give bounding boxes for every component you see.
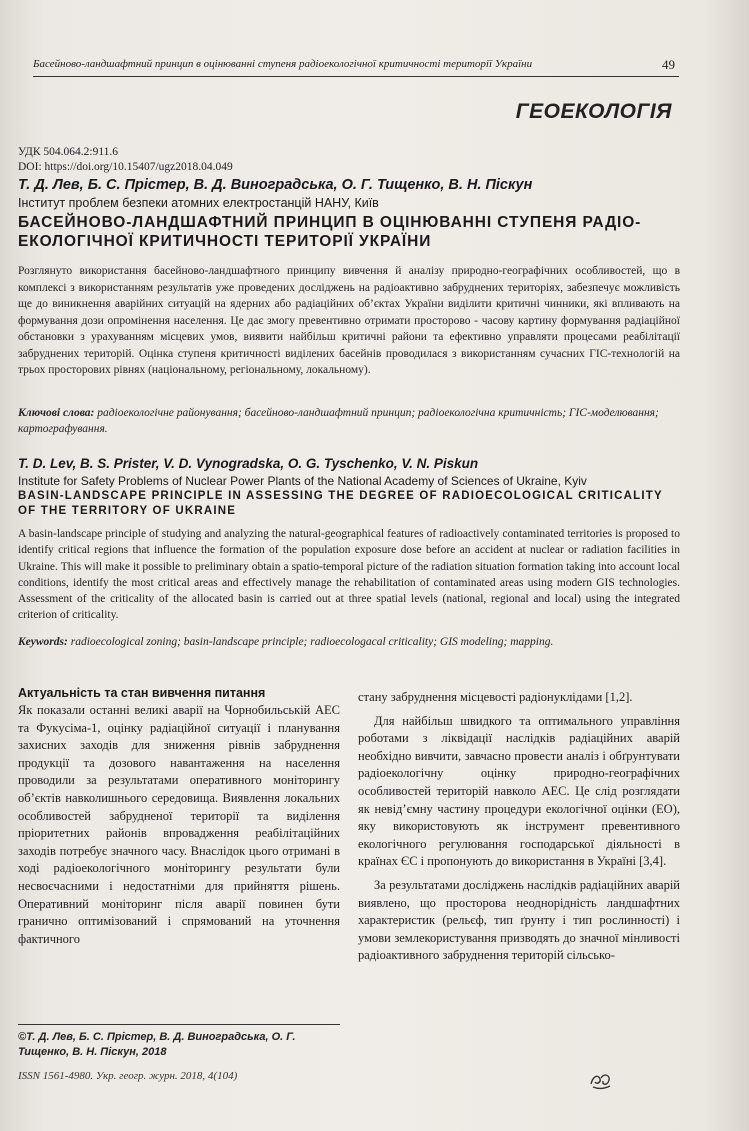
keywords-text-en: radioecological zoning; basin-landscape principle; radioecologacal criticality; GIS modeling; mapping. <box>70 636 554 648</box>
issn-footer: ISSN 1561-4980. Укр. геогр. журн. 2018, 4(104) <box>18 1070 238 1082</box>
abstract-en: A basin-landscape principle of studying and analyzing the natural-geographical features of radioactively contaminated territories is proposed to identify critical regions that influence the formation of the population exposure dose before an accident at nuclear or radiation facilities in Ukraine. This will make it possible to preliminary obtain a spatio-temporal picture of the radiation situation formation taking into account local conditions, identify the most critical areas and effectively manage the rehabilitation of contaminated areas using modern GIS technologies. Assessment of the criticality of the allocated basin is carried out at three spatial levels (national, regional and local) using the integrated criterion of criticality. <box>18 528 680 622</box>
authors-ua: Т. Д. Лев, Б. С. Прістер, В. Д. Виноградська, О. Г. Тищенко, В. Н. Піскун <box>18 177 533 193</box>
keywords-label-ua: Ключові слова: <box>18 407 95 419</box>
running-header: Басейново-ландшафтний принцип в оцінюванні ступеня радіоекологічної критичності території України <box>33 58 533 70</box>
page-number: 49 <box>662 57 675 72</box>
body-paragraph: Як показали останні великі аварії на Чорнобильській АЕС та Фукусіма-1, оцінку радіаційної ситуації і планування захисних заходів для зниження рівнів забруднення продукції та дозового навантаження на населення проводили за результатами оперативного моніторингу об’єктів навколишнього середовища. Виявлення локальних особливостей забрудненої території та виділення пріоритетних районів впровадження реабілітаційних заходів потребує значного часу. Внаслідок цього отримані в ході радіоекологічного моніторингу результати були несвоєчасними і недостатніми для прийняття рішень. Оперативний моніторинг після аварії повинен бути гранично оптимізований і спрямований на уточнення фактичного <box>18 703 340 946</box>
udc-code: УДК 504.064.2:911.6 <box>18 146 119 158</box>
keywords-ua <box>18 405 680 437</box>
header-rule <box>33 76 679 77</box>
body-left-column <box>18 686 340 948</box>
title-ua: БАСЕЙНОВО-ЛАНДШАФТНИЙ ПРИНЦИП В ОЦІНЮВАННІ СТУПЕНЯ РАДІО-ЕКОЛОГІЧНОЇ КРИТИЧНОСТІ ТЕРИТОРІЇ УКРАЇНИ <box>18 214 642 250</box>
body-right-column <box>358 689 680 965</box>
section-heading: Актуальність та стан вивчення питання <box>18 686 266 700</box>
keywords-en <box>18 634 680 650</box>
copyright-rule <box>18 1024 340 1025</box>
copyright-notice: ©Т. Д. Лев, Б. С. Прістер, В. Д. Виноградська, О. Г. Тищенко, В. Н. Піскун, 2018 <box>18 1031 296 1058</box>
authors-en: T. D. Lev, B. S. Prister, V. D. Vynogradska, O. G. Tyschenko, V. N. Piskun <box>18 456 479 471</box>
abstract-ua: Розглянуто використання басейново-ландшафтного принципу вивчення й аналізу природно-географічних особливостей, що в комплексі з використанням результатів уже проведених досліджень на радіоактивно забруднених територіях, забезпечує можливість ще до виникнення аварійних ситуацій на ядерних або радіаційних об’єктах України виділити критичні чинники, які впливають на формування дози опромінення населення. Це дає змогу превентивно отримати просторово - часову картину формування радіаційної обстановки з урахуванням місцевих умов, виявити найбільш критичні райони та ефективно управляти процесами реабілітації забруднених територій. Оцінка ступеня критичності виділених басейнів проводилася з використанням сучасних ГІС-технологій на трьох просторових рівнях (національному, регіональному, локальному). <box>18 265 680 376</box>
doi-link[interactable]: DOI: https://doi.org/10.15407/ugz2018.04.049 <box>18 161 233 173</box>
body-paragraph: стану забруднення місцевості радіонуклідами [1,2]. <box>358 690 633 704</box>
institution-ua: Інститут проблем безпеки атомних електростанцій НАНУ, Київ <box>18 196 379 210</box>
body-paragraph: За результатами досліджень наслідків радіаційних аварій виявлено, що просторова неоднорідність ландшафтних характеристик (рельєф, тип ґрунту і тип рослинності) і умови землекористування призводять до значної мінливості радіоактивного забруднення територій сільсько- <box>358 877 680 963</box>
keywords-text-ua: радіоекологічне районування; басейново-ландшафтний принцип; радіоекологічна критичність; ГІС-моделювання; картографування. <box>18 407 659 435</box>
section-title: ГЕОЕКОЛОГІЯ <box>515 100 672 123</box>
library-stamp-icon <box>588 1070 614 1090</box>
institution-en: Institute for Safety Problems of Nuclear Power Plants of the National Academy of Sciences of Ukraine, Kyiv <box>18 474 587 488</box>
title-en: BASIN-LANDSCAPE PRINCIPLE IN ASSESSING THE DEGREE OF RADIOECOLOGICAL CRITICALITY OF THE TERRITORY OF UKRAINE <box>18 490 663 517</box>
body-paragraph: Для найбільш швидкого та оптимального управління роботами з ліквідації наслідків радіаційних аварій необхідно вивчити, завчасно провести аналіз і обґрунтувати радіоекологічну оцінку природно-географічних особливостей територій навколо АЕС. Це слід розглядати як невід’ємну частину процедури екологічної оцінки (ЕО), яку використовують як інструмент превентивного екологічного регулювання господарської діяльності в країнах ЄС і пропонують до використання в Україні [3,4]. <box>358 713 680 869</box>
keywords-label-en: Keywords: <box>18 636 68 648</box>
